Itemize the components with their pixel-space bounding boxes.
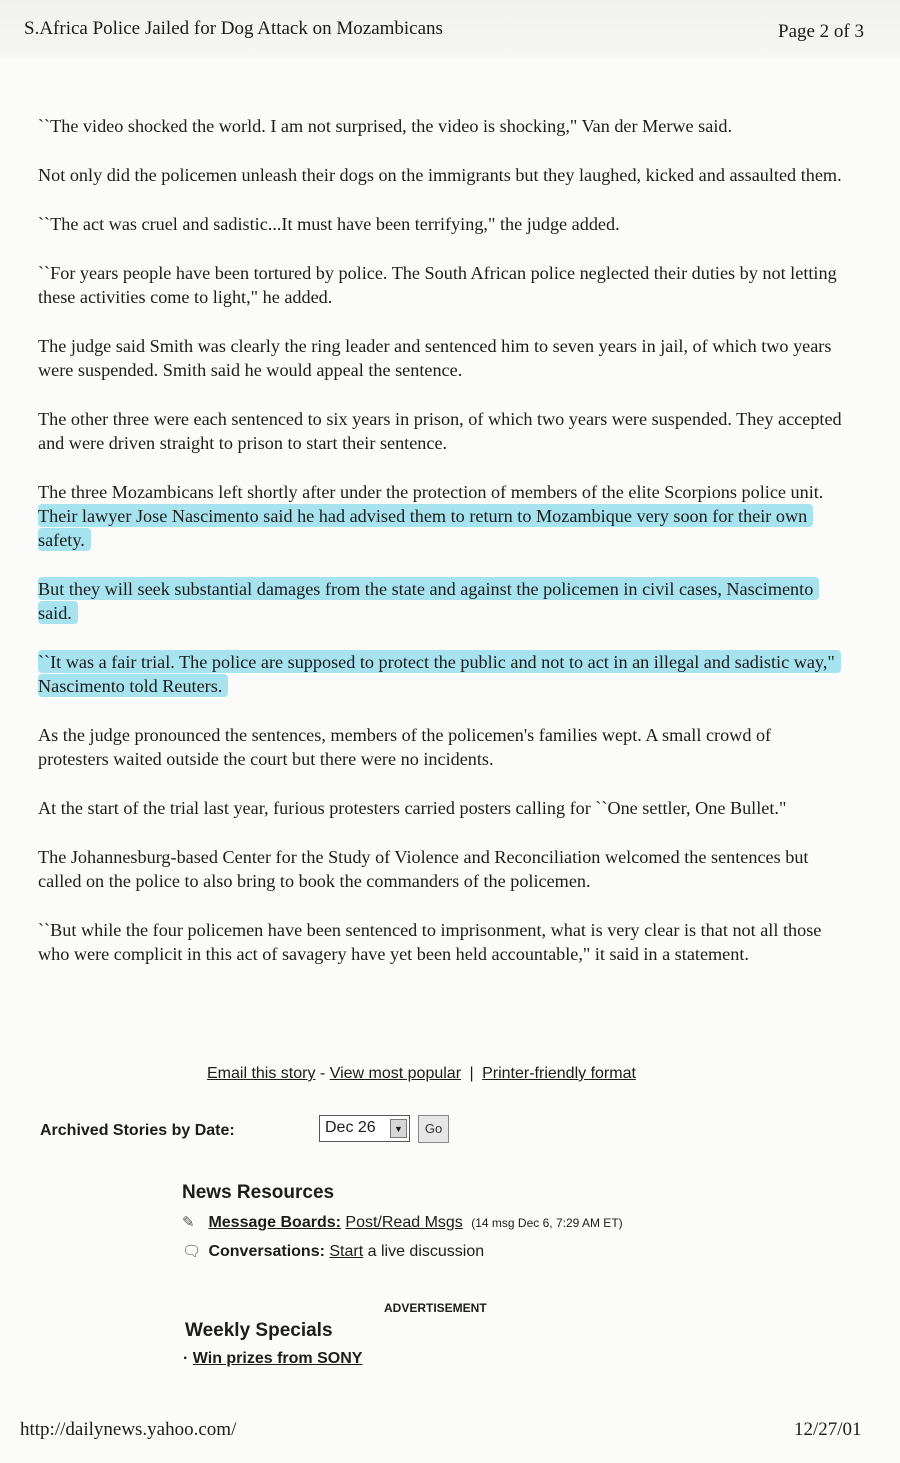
story-links (207, 1065, 636, 1083)
paragraph-10: As the judge pronounced the sentences, members of the policemen's families wept. A small crowd of protesters waited outside the court but there were no incidents. (38, 725, 772, 769)
weekly-specials-heading: Weekly Specials (185, 1320, 333, 1341)
conversations-label: Conversations: (208, 1243, 325, 1260)
highlighted-text: But they will seek substantial damages from the state and against the policemen in civil cases, Nascimento said. (38, 577, 819, 624)
selected-date: Dec 26 (325, 1119, 376, 1136)
chevron-down-icon[interactable]: ▼ (390, 1119, 407, 1138)
page-number: Page 2 of 3 (778, 21, 865, 42)
footer-date: 12/27/01 (794, 1419, 862, 1440)
paragraph-6: The other three were each sentenced to six years in prison, of which two years were suspended. They accepted and were driven straight to prison to start their sentence. (38, 409, 842, 453)
post-read-msgs-link[interactable]: Post/Read Msgs (345, 1214, 463, 1231)
message-count: (14 msg Dec 6, 7:29 AM ET) (471, 1216, 623, 1230)
conversations-row (182, 1242, 484, 1261)
printer-friendly-link[interactable]: Printer-friendly format (482, 1065, 636, 1082)
news-resources-heading: News Resources (182, 1182, 335, 1203)
link-separator: | (469, 1065, 474, 1082)
article-body (38, 114, 846, 991)
promo-item (183, 1350, 362, 1368)
archive-date-select[interactable] (319, 1115, 410, 1142)
paragraph-5: The judge said Smith was clearly the ring leader and sentenced him to seven years in jail, of which two years were suspended. Smith said he would appeal the sentence. (38, 336, 832, 380)
paragraph-12: The Johannesburg-based Center for the Study of Violence and Reconciliation welcomed the sentences but called on the police to also bring to book the commanders of the policemen. (38, 847, 809, 891)
paragraph-3: ``The act was cruel and sadistic...It must have been terrifying," the judge added. (38, 214, 620, 234)
paragraph-8 (38, 577, 846, 625)
email-story-link[interactable]: Email this story (207, 1065, 316, 1082)
highlighted-text: Their lawyer Jose Nascimento said he had advised them to return to Mozambique very soon for their own safety. (38, 504, 813, 551)
view-most-popular-link[interactable]: View most popular (329, 1065, 462, 1082)
message-board-icon: ✎ (182, 1214, 195, 1231)
article-title: S.Africa Police Jailed for Dog Attack on Mozambicans (24, 18, 443, 39)
message-boards-link[interactable]: Message Boards: (208, 1214, 341, 1231)
advertisement-label: ADVERTISEMENT (384, 1301, 487, 1315)
paragraph-11: At the start of the trial last year, furious protesters carried posters calling for ``One settler, One Bullet." (38, 798, 787, 818)
bullet: · (183, 1350, 189, 1367)
go-button[interactable]: Go (418, 1115, 449, 1143)
link-separator: - (319, 1065, 326, 1082)
print-header (0, 0, 900, 58)
message-boards-row (182, 1213, 623, 1232)
footer-url: http://dailynews.yahoo.com/ (20, 1419, 237, 1440)
sony-promo-link[interactable]: Win prizes from SONY (192, 1350, 363, 1367)
paragraph-7-lead: The three Mozambicans left shortly after under the protection of members of the elite Scorpions police unit. (38, 482, 824, 502)
paragraph-7 (38, 480, 846, 552)
highlighted-text: ``It was a fair trial. The police are supposed to protect the public and not to act in an illegal and sadistic way," Nascimento told Reuters. (38, 650, 841, 697)
speech-bubble-icon: 🗨 (182, 1243, 202, 1260)
conversations-text: a live discussion (367, 1243, 485, 1260)
paragraph-13: ``But while the four policemen have been sentenced to imprisonment, what is very clear is that not all those who were complicit in this act of savagery have yet been held accountable," it said in a statement. (38, 920, 822, 964)
archive-label: Archived Stories by Date: (40, 1122, 235, 1139)
paragraph-1: ``The video shocked the world. I am not surprised, the video is shocking," Van der Merwe said. (38, 116, 733, 136)
paragraph-9 (38, 650, 846, 698)
paragraph-2: Not only did the policemen unleash their dogs on the immigrants but they laughed, kicked and assaulted them. (38, 165, 842, 185)
start-discussion-link[interactable]: Start (329, 1243, 364, 1260)
paragraph-4: ``For years people have been tortured by police. The South African police neglected their duties by not letting these activities come to light," he added. (38, 263, 837, 307)
